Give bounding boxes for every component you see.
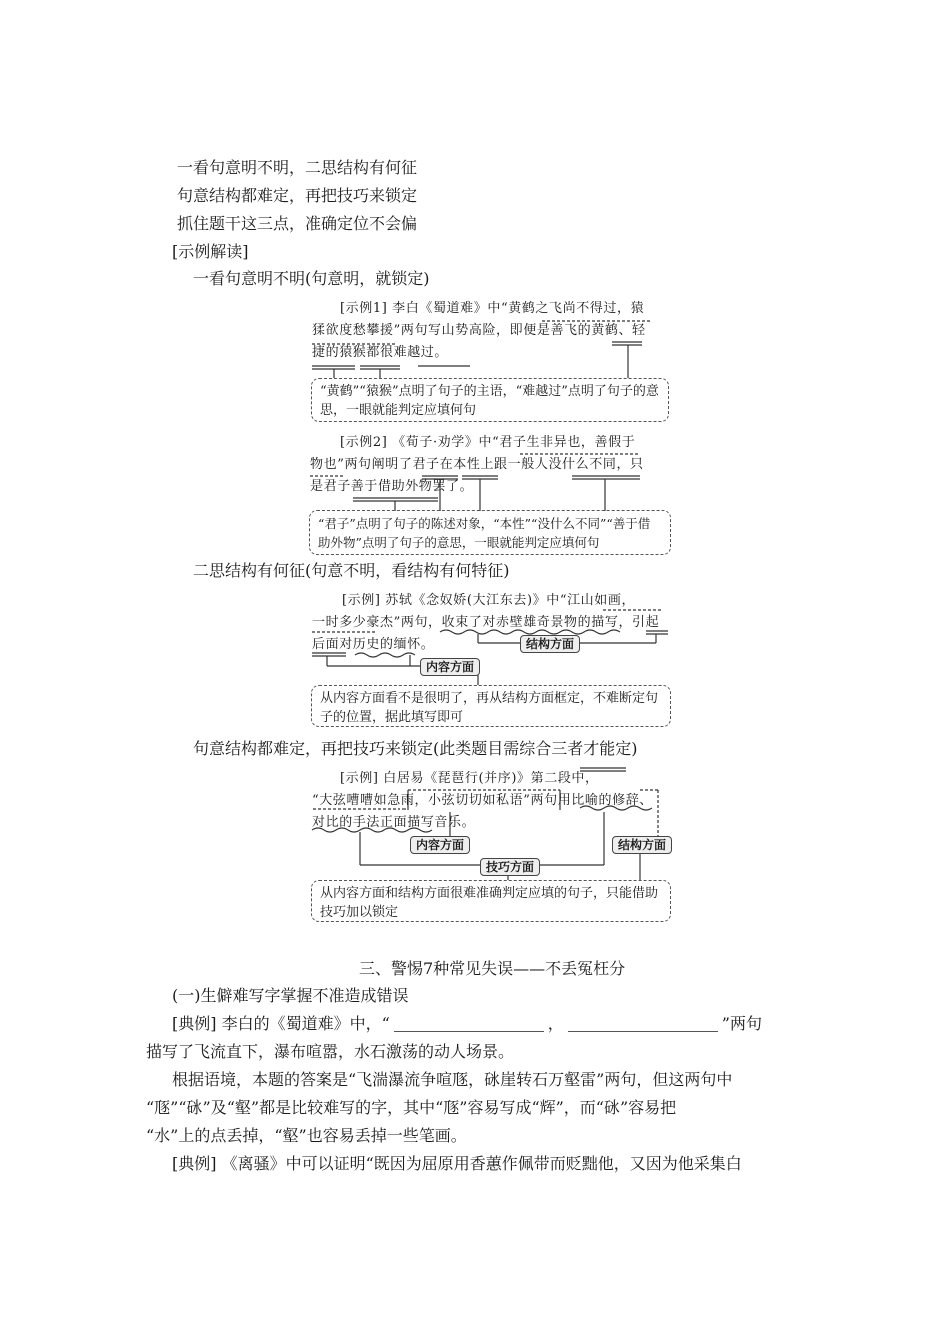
case1-sep: ，	[547, 1014, 564, 1033]
case1-part-b: ”两句	[721, 1014, 762, 1033]
ex1-line-2: 猱欲度愁攀援”两句写山势高险，即便是善飞的黄鹤、轻	[312, 323, 646, 338]
step2-heading: 二思结构有何征(句意不明，看结构有何特征)	[193, 561, 510, 580]
step3-ex-line-1: [示例] 白居易《琵琶行(并序)》第二段中，	[340, 771, 599, 786]
step2-ex-line-2: 一时多少豪杰”两句，收束了对赤壁雄奇景物的描写，引起	[312, 615, 660, 630]
answer-blank-2[interactable]	[568, 1017, 718, 1032]
ex2-line-2: 物也”两句阐明了君子在本性上跟一般人没什么不同，只	[310, 457, 644, 472]
case2-line-1: [典例] 《离骚》中可以证明“既因为屈原用香蕙作佩带而贬黜他，又因为他采集白	[172, 1154, 742, 1173]
step3-ex-line-3: 对比的手法正面描写音乐。	[312, 815, 476, 830]
para1-line-2: “豗”“砯”及“壑”都是比较难写的字，其中“豗”容易写成“辉”，而“砯”容易把	[146, 1098, 677, 1117]
ex1-line-1: [示例1] 李白《蜀道难》中“黄鹤之飞尚不得过，猿	[340, 301, 645, 316]
para1-line-3: “水”上的点丢掉，“壑”也容易丢掉一些笔画。	[146, 1126, 467, 1145]
step2-note-box: 从内容方面看不是很明了，再从结构方面框定，不难断定句子的位置，据此填写即可	[311, 685, 671, 727]
ex2-note-box: “君子”点明了句子的陈述对象，“本性”“没什么不同”“善于借助外物”点明了句子的意思，一眼就能判定应填何句	[309, 510, 671, 555]
mnemonic-line-3: 抓住题干这三点，准确定位不会偏	[177, 214, 418, 233]
step2-ex-line-1: [示例] 苏轼《念奴娇(大江东去)》中“江山如画，	[342, 593, 636, 608]
para1-line-1: 根据语境，本题的答案是“飞湍瀑流争喧豗，砯崖转石万壑雷”两句，但这两句中	[172, 1070, 733, 1089]
mnemonic-line-2: 句意结构都难定，再把技巧来锁定	[177, 186, 418, 205]
mnemonic-line-1: 一看句意明不明，二思结构有何征	[177, 158, 418, 177]
ex1-line-3: 捷的猿猴都很难越过。	[312, 345, 449, 360]
step1-heading: 一看句意明不明(句意明，就锁定)	[193, 269, 430, 288]
section3-title: 三、警惕7种常见失误——不丢冤枉分	[359, 959, 626, 978]
structure-tag-2: 结构方面	[612, 836, 672, 854]
ex2-line-1: [示例2] 《荀子·劝学》中“君子生非异也，善假于	[340, 435, 636, 450]
technique-tag: 技巧方面	[480, 858, 540, 876]
case1-line-2: 描写了飞流直下，瀑布喧嚣，水石激荡的动人场景。	[146, 1042, 515, 1061]
ex2-line-3: 是君子善于借助外物罢了。	[310, 479, 474, 494]
step3-heading: 句意结构都难定，再把技巧来锁定(此类题目需综合三者才能定)	[193, 739, 638, 758]
answer-blank-1[interactable]	[394, 1017, 544, 1032]
example-heading: [示例解读]	[172, 242, 249, 261]
content-tag: 内容方面	[420, 658, 480, 676]
step3-note-box: 从内容方面和结构方面很难准确判定应填的句子，只能借助技巧加以锁定	[311, 880, 671, 922]
ex1-note-box: “黄鹤”“猿猴”点明了句子的主语，“难越过”点明了句子的意思，一眼就能判定应填何句	[311, 378, 669, 422]
content-tag-2: 内容方面	[410, 836, 470, 854]
case1-line-1	[172, 1013, 762, 1035]
case1-part-a: [典例] 李白的《蜀道难》中，“	[172, 1014, 390, 1033]
section3-sub1: (一)生僻难写字掌握不准造成错误	[172, 986, 409, 1005]
structure-tag: 结构方面	[520, 635, 580, 653]
step2-ex-line-3: 后面对历史的缅怀。	[312, 637, 435, 652]
step3-ex-line-2: “大弦嘈嘈如急雨，小弦切切如私语”两句用比喻的修辞、	[312, 793, 653, 808]
